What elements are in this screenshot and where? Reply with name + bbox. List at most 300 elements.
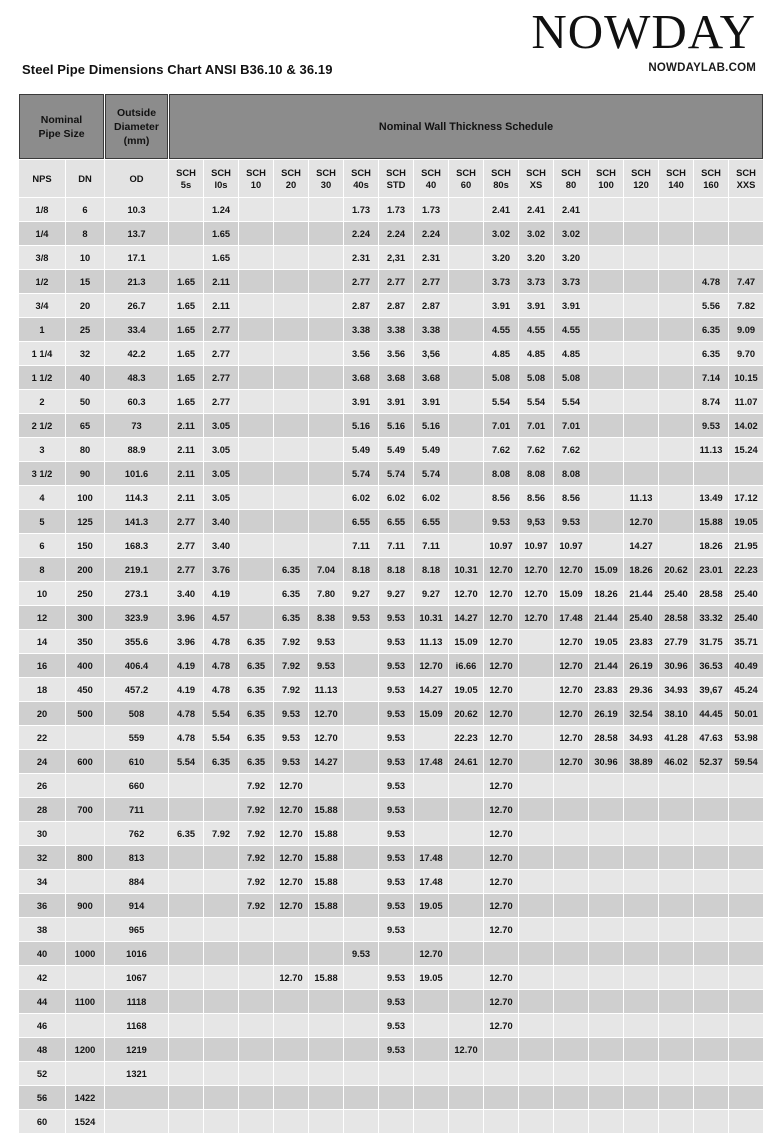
cell-value: 7.04 [316, 564, 336, 575]
cell-value: 12.70 [524, 588, 548, 599]
cell-value: 5.16 [351, 420, 371, 431]
cell-s30 [309, 942, 343, 965]
cell-s80 [554, 1062, 588, 1085]
cell-s140 [659, 630, 693, 653]
cell-value: 3/4 [35, 300, 49, 311]
cell-value: 9.53 [561, 516, 581, 527]
cell-s120 [624, 870, 658, 893]
cell-value: 4.78 [211, 684, 231, 695]
cell-value: 2.77 [211, 324, 231, 335]
column-header-line1: SCH [701, 167, 721, 178]
column-header-line2: 60 [460, 178, 472, 190]
cell-value: 1118 [126, 996, 147, 1007]
cell-s80s [484, 558, 518, 581]
cell-s20 [274, 438, 308, 461]
cell-value: 5.74 [351, 468, 371, 479]
cell-value: 30 [36, 828, 48, 839]
cell-s10 [239, 558, 273, 581]
cell-sxs [519, 942, 553, 965]
table-head [19, 94, 763, 197]
cell-s40s [344, 942, 378, 965]
cell-s10s [204, 822, 238, 845]
cell-s40s [344, 462, 378, 485]
cell-value: 11.13 [419, 636, 443, 647]
cell-sstd [379, 966, 413, 989]
cell-value: 1168 [126, 1020, 147, 1031]
column-header-line1: SCH [316, 167, 336, 178]
cell-value: 1.73 [351, 204, 371, 215]
cell-s80 [554, 870, 588, 893]
cell-value: 4.19 [211, 588, 231, 599]
cell-s60 [449, 1038, 483, 1061]
cell-value: 12.70 [559, 684, 583, 695]
column-header-line2: 140 [668, 178, 684, 190]
cell-value: 14 [36, 636, 48, 647]
cell-sxxs [729, 1086, 763, 1109]
cell-s10 [239, 318, 273, 341]
cell-dn [66, 750, 104, 773]
table-row [19, 942, 763, 965]
cell-value: 1.65 [176, 300, 196, 311]
cell-value: 5.54 [561, 396, 581, 407]
cell-s140 [659, 942, 693, 965]
cell-sxs [519, 966, 553, 989]
cell-s5s [169, 1110, 203, 1133]
cell-nps [19, 630, 65, 653]
cell-s5s [169, 870, 203, 893]
cell-value: 22 [36, 732, 48, 743]
cell-s40 [414, 606, 448, 629]
cell-value: 3.73 [561, 276, 581, 287]
cell-value: 12.70 [454, 588, 478, 599]
table-row [19, 966, 763, 989]
cell-sstd [379, 798, 413, 821]
cell-s40s [344, 822, 378, 845]
cell-value: 2.41 [526, 204, 546, 215]
cell-dn [66, 534, 104, 557]
cell-s80 [554, 966, 588, 989]
cell-od [105, 822, 168, 845]
cell-s5s [169, 270, 203, 293]
cell-value: 12.70 [489, 972, 513, 983]
cell-nps [19, 702, 65, 725]
cell-s80s [484, 1014, 518, 1037]
cell-sstd [379, 870, 413, 893]
cell-value: 12.70 [629, 516, 653, 527]
cell-dn [66, 294, 104, 317]
cell-value: 5.08 [561, 372, 581, 383]
cell-s160 [694, 750, 728, 773]
cell-s40 [414, 726, 448, 749]
cell-s60 [449, 942, 483, 965]
cell-s60 [449, 990, 483, 1013]
cell-s40s [344, 270, 378, 293]
cell-s100 [589, 318, 623, 341]
cell-s20 [274, 558, 308, 581]
cell-s100 [589, 438, 623, 461]
cell-dn [66, 366, 104, 389]
cell-value: 12.70 [419, 948, 443, 959]
cell-od [105, 726, 168, 749]
cell-s20 [274, 630, 308, 653]
cell-value: 6.35 [211, 756, 231, 767]
cell-dn [66, 510, 104, 533]
cell-s60 [449, 1062, 483, 1085]
cell-value: 9.53 [386, 636, 406, 647]
cell-value: 15.88 [314, 804, 338, 815]
cell-value: 1.73 [421, 204, 441, 215]
cell-s60 [449, 558, 483, 581]
cell-s40 [414, 414, 448, 437]
cell-value: 12.70 [559, 564, 583, 575]
cell-dn [66, 222, 104, 245]
cell-value: 2.87 [351, 300, 371, 311]
cell-s10 [239, 1062, 273, 1085]
cell-value: 12.70 [489, 612, 513, 623]
cell-s140 [659, 1062, 693, 1085]
cell-od [105, 894, 168, 917]
cell-s60 [449, 486, 483, 509]
cell-s100 [589, 198, 623, 221]
column-header-line2: 20 [285, 178, 297, 190]
cell-value: 800 [77, 852, 93, 863]
cell-s120 [624, 822, 658, 845]
cell-s10s [204, 1014, 238, 1037]
cell-s10 [239, 246, 273, 269]
cell-od [105, 462, 168, 485]
cell-value: 610 [128, 756, 145, 767]
cell-value: 48.3 [127, 372, 146, 383]
cell-value: 323.9 [124, 612, 149, 623]
cell-s60 [449, 870, 483, 893]
cell-s30 [309, 270, 343, 293]
table-row [19, 750, 763, 773]
cell-s40 [414, 438, 448, 461]
cell-value: 4.78 [211, 636, 231, 647]
cell-value: 12.70 [419, 660, 443, 671]
cell-value: 9.53 [386, 1020, 406, 1031]
cell-value: 7.14 [701, 372, 721, 383]
cell-nps [19, 558, 65, 581]
cell-value: 1016 [126, 948, 147, 959]
cell-value: 12.70 [489, 804, 513, 815]
column-header-sxxs [729, 160, 763, 197]
cell-value: 7.92 [281, 684, 301, 695]
column-header-line1: SCH [176, 167, 196, 178]
cell-value: 2.24 [351, 228, 371, 239]
cell-value: 12.70 [489, 852, 513, 863]
table-row [19, 318, 763, 341]
table-body [19, 198, 763, 1133]
cell-s60 [449, 774, 483, 797]
cell-nps [19, 750, 65, 773]
table-row [19, 270, 763, 293]
cell-s80 [554, 246, 588, 269]
cell-s20 [274, 462, 308, 485]
cell-dn [66, 486, 104, 509]
cell-value: 7.92 [246, 876, 266, 887]
cell-s20 [274, 990, 308, 1013]
cell-s40 [414, 846, 448, 869]
cell-s30 [309, 366, 343, 389]
cell-s20 [274, 294, 308, 317]
cell-s100 [589, 558, 623, 581]
cell-s40s [344, 678, 378, 701]
cell-s100 [589, 750, 623, 773]
cell-value: 50.01 [734, 708, 758, 719]
cell-value: 17.48 [419, 876, 443, 887]
cell-value: 19.05 [594, 636, 618, 647]
cell-s80s [484, 222, 518, 245]
cell-s40 [414, 342, 448, 365]
cell-value: 33.32 [699, 612, 723, 623]
cell-nps [19, 1014, 65, 1037]
cell-value: 4.78 [701, 276, 721, 287]
cell-value: 4.78 [211, 660, 231, 671]
cell-s120 [624, 894, 658, 917]
cell-s20 [274, 822, 308, 845]
cell-s20 [274, 726, 308, 749]
cell-s140 [659, 822, 693, 845]
cell-sxs [519, 414, 553, 437]
cell-s80 [554, 294, 588, 317]
cell-s60 [449, 1014, 483, 1037]
cell-value: 17.48 [419, 852, 443, 863]
cell-s30 [309, 702, 343, 725]
cell-s5s [169, 1014, 203, 1037]
cell-s100 [589, 798, 623, 821]
cell-s160 [694, 678, 728, 701]
cell-sxs [519, 894, 553, 917]
cell-value: 2.31 [351, 252, 371, 263]
cell-value: 1.65 [176, 396, 196, 407]
cell-s100 [589, 1038, 623, 1061]
cell-s10 [239, 774, 273, 797]
cell-s80 [554, 582, 588, 605]
cell-s80 [554, 894, 588, 917]
cell-nps [19, 870, 65, 893]
column-header-s140 [659, 160, 693, 197]
cell-s20 [274, 366, 308, 389]
cell-sstd [379, 846, 413, 869]
cell-s10 [239, 870, 273, 893]
cell-sxxs [729, 990, 763, 1013]
cell-sstd [379, 894, 413, 917]
cell-value: 4 [39, 492, 45, 503]
cell-s120 [624, 558, 658, 581]
cell-s80 [554, 726, 588, 749]
cell-value: 7.47 [736, 276, 756, 287]
column-header-s160 [694, 160, 728, 197]
table-row [19, 1014, 763, 1037]
cell-dn [66, 606, 104, 629]
cell-dn [66, 1110, 104, 1133]
table-row [19, 822, 763, 845]
cell-s120 [624, 1014, 658, 1037]
cell-s120 [624, 582, 658, 605]
cell-od [105, 246, 168, 269]
cell-s100 [589, 1014, 623, 1037]
cell-s10s [204, 366, 238, 389]
cell-s10s [204, 1062, 238, 1085]
cell-value: 9.53 [351, 948, 371, 959]
cell-s5s [169, 798, 203, 821]
cell-s160 [694, 342, 728, 365]
cell-value: 19.05 [419, 972, 443, 983]
cell-nps [19, 438, 65, 461]
cell-value: 6.35 [246, 660, 266, 671]
cell-s30 [309, 534, 343, 557]
cell-nps [19, 1062, 65, 1085]
cell-value: 12.70 [559, 732, 583, 743]
cell-s80s [484, 1110, 518, 1133]
cell-s160 [694, 318, 728, 341]
cell-od [105, 1062, 168, 1085]
column-header-line1: SCH [246, 167, 266, 178]
table-row [19, 342, 763, 365]
cell-value: 400 [77, 660, 93, 671]
column-header-s80s [484, 160, 518, 197]
cell-s80s [484, 438, 518, 461]
cell-value: 42.2 [127, 348, 146, 359]
cell-s120 [624, 510, 658, 533]
cell-s5s [169, 342, 203, 365]
cell-value: 2.11 [177, 492, 195, 503]
cell-s40s [344, 846, 378, 869]
cell-s5s [169, 630, 203, 653]
cell-value: 10.31 [419, 612, 443, 623]
cell-sxs [519, 294, 553, 317]
cell-dn [66, 990, 104, 1013]
cell-s40 [414, 870, 448, 893]
cell-s20 [274, 1110, 308, 1133]
cell-s10s [204, 894, 238, 917]
cell-s140 [659, 414, 693, 437]
cell-s140 [659, 750, 693, 773]
cell-value: 2.11 [177, 468, 195, 479]
cell-s40 [414, 1086, 448, 1109]
cell-value: 1.65 [176, 372, 196, 383]
cell-value: 25.40 [664, 588, 688, 599]
cell-s10 [239, 894, 273, 917]
cell-s20 [274, 510, 308, 533]
cell-s40s [344, 798, 378, 821]
column-header-line2: 120 [633, 178, 649, 190]
cell-s60 [449, 534, 483, 557]
cell-value: 12.70 [524, 612, 548, 623]
cell-s10s [204, 390, 238, 413]
cell-s5s [169, 822, 203, 845]
cell-od [105, 270, 168, 293]
cell-s140 [659, 894, 693, 917]
cell-s5s [169, 462, 203, 485]
cell-s20 [274, 870, 308, 893]
cell-s10 [239, 198, 273, 221]
cell-value: 12.70 [314, 732, 338, 743]
cell-s160 [694, 654, 728, 677]
cell-sxs [519, 438, 553, 461]
cell-s10s [204, 1110, 238, 1133]
cell-s10 [239, 966, 273, 989]
cell-value: 90 [79, 468, 91, 479]
cell-value: 13.7 [127, 228, 146, 239]
cell-s60 [449, 1110, 483, 1133]
column-header-dn: DN [66, 160, 104, 197]
cell-od [105, 774, 168, 797]
cell-s140 [659, 438, 693, 461]
cell-s60 [449, 342, 483, 365]
cell-dn [66, 270, 104, 293]
cell-s40 [414, 798, 448, 821]
cell-sstd [379, 246, 413, 269]
cell-s60 [449, 894, 483, 917]
cell-sxxs [729, 894, 763, 917]
cell-s10s [204, 726, 238, 749]
cell-s30 [309, 894, 343, 917]
cell-s40 [414, 366, 448, 389]
cell-value: 28 [36, 804, 48, 815]
cell-value: 3.91 [386, 396, 406, 407]
cell-value: 7.92 [246, 780, 266, 791]
cell-s80s [484, 1038, 518, 1061]
column-header-od: OD [105, 160, 168, 197]
cell-s160 [694, 1086, 728, 1109]
cell-value: 9.53 [281, 756, 301, 767]
cell-value: 4.85 [526, 348, 546, 359]
cell-value: 26 [36, 780, 48, 791]
cell-s100 [589, 414, 623, 437]
cell-s60 [449, 222, 483, 245]
cell-s10s [204, 198, 238, 221]
cell-value: 1.65 [211, 252, 231, 263]
cell-value: 884 [128, 876, 145, 887]
cell-od [105, 390, 168, 413]
cell-value: 7.11 [387, 540, 405, 551]
cell-s20 [274, 270, 308, 293]
cell-value: 40 [36, 948, 48, 959]
cell-nps [19, 390, 65, 413]
cell-sstd [379, 582, 413, 605]
cell-value: 813 [128, 852, 145, 863]
cell-s80s [484, 294, 518, 317]
cell-value: 9.53 [386, 732, 406, 743]
cell-s5s [169, 678, 203, 701]
cell-s120 [624, 246, 658, 269]
cell-value: 9.53 [386, 828, 406, 839]
cell-s160 [694, 630, 728, 653]
cell-s80s [484, 318, 518, 341]
table-row [19, 654, 763, 677]
cell-s80 [554, 486, 588, 509]
cell-s60 [449, 414, 483, 437]
cell-value: 1000 [74, 948, 96, 959]
column-header-line1: SCH [351, 167, 371, 178]
cell-s5s [169, 558, 203, 581]
cell-value: 5.54 [211, 732, 231, 743]
cell-s80 [554, 222, 588, 245]
cell-sstd [379, 942, 413, 965]
cell-value: 56 [36, 1092, 48, 1103]
cell-s10s [204, 438, 238, 461]
cell-s5s [169, 894, 203, 917]
cell-s40s [344, 558, 378, 581]
cell-s10s [204, 846, 238, 869]
cell-s160 [694, 246, 728, 269]
cell-s160 [694, 606, 728, 629]
cell-s20 [274, 798, 308, 821]
cell-value: 5.49 [386, 444, 406, 455]
cell-sxxs [729, 774, 763, 797]
